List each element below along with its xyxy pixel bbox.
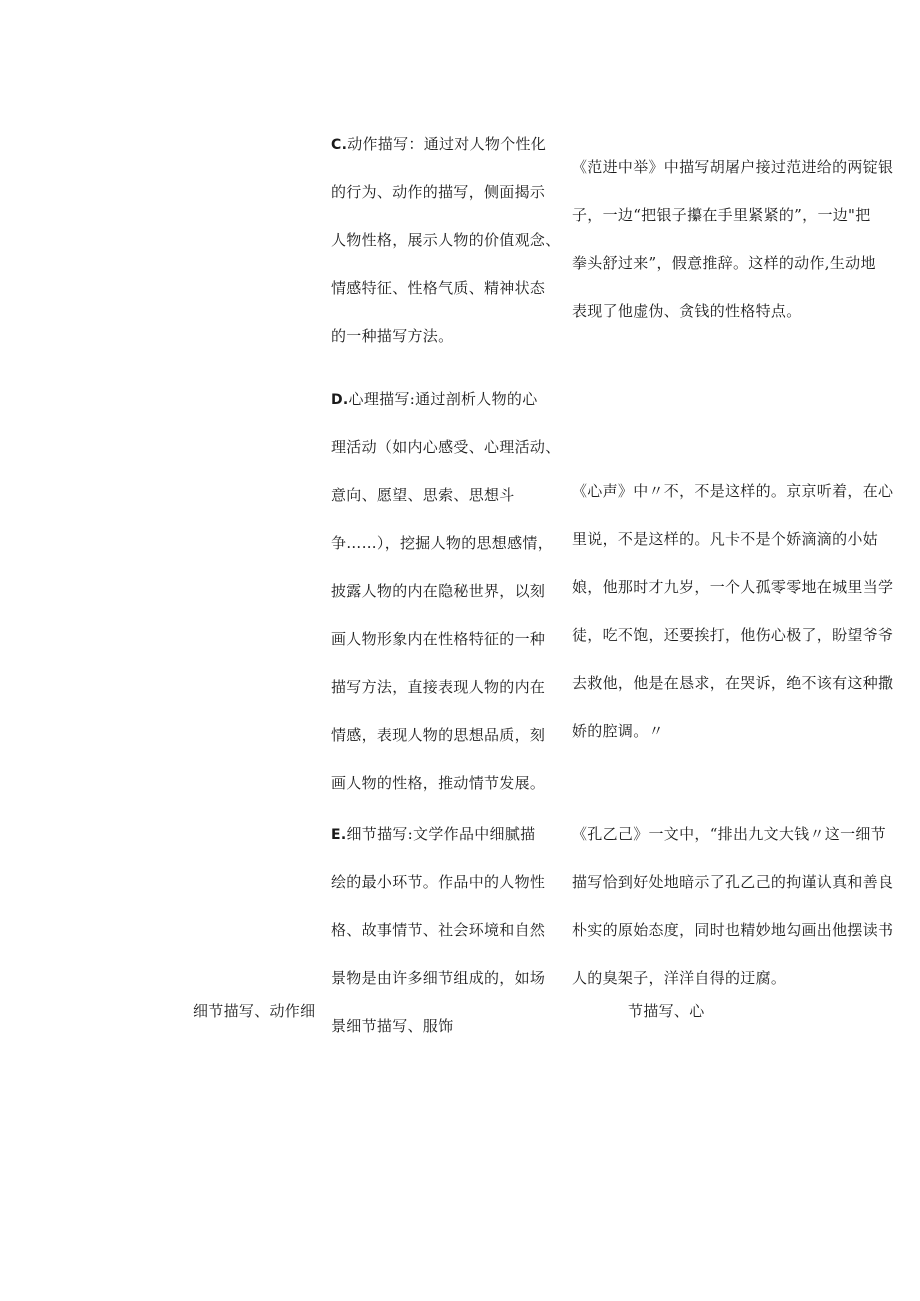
section-d-label: D. <box>331 392 349 408</box>
section-c-example-line-3: 拳头舒过来”，假意推辞。这样的动作,生动地 <box>572 254 876 272</box>
section-e-line-4: 景物是由许多细节组成的，如场 <box>331 969 546 987</box>
section-c-line-3: 人物性格，展示人物的价值观念、 <box>331 231 561 249</box>
section-d-line-8: 情感，表现人物的思想品质，刻 <box>331 726 546 744</box>
section-d-line-7: 描写方法，直接表现人物的内在 <box>331 678 546 696</box>
fragment-left: 细节描写、动作细 <box>193 1002 316 1020</box>
section-d-line-5: 披露人物的内在隐秘世界，以刻 <box>331 582 546 600</box>
section-c-example-line-4: 表现了他虚伪、贪钱的性格特点。 <box>572 302 802 320</box>
section-d-example-line-2: 里说，不是这样的。凡卡不是个娇滴滴的小姑 <box>572 530 879 548</box>
section-e-example-line-3: 朴实的原始态度，同时也精妙地勾画出他摆读书 <box>572 921 894 939</box>
section-e-line-2: 绘的最小环节。作品中的人物性 <box>331 873 546 891</box>
fragment-right: 节描写、心 <box>628 1002 705 1020</box>
section-c-line-1: C.动作描写：通过对人物个性化 <box>331 135 547 153</box>
section-d-line-4: 争……），挖掘人物的思想感情， <box>331 534 554 552</box>
section-e-line-1: E.细节描写:文学作品中细腻描 <box>331 825 536 843</box>
section-c-line-5: 的一种描写方法。 <box>331 327 454 345</box>
section-d-example-line-6: 娇的腔调。〃 <box>572 722 664 740</box>
section-d-line-1: D.心理描写:通过剖析人物的心 <box>331 390 538 408</box>
section-c-line-2: 的行为、动作的描写，侧面揭示 <box>331 183 546 201</box>
section-d-line-2: 理活动（如内心感受、心理活动、 <box>331 438 561 456</box>
section-d-line-3: 意向、愿望、思索、思想斗 <box>331 486 515 504</box>
section-d-example-line-5: 去救他，他是在恳求，在哭诉，绝不该有这种撒 <box>572 674 894 692</box>
section-e-label: E. <box>331 827 347 843</box>
section-e-example-line-1: 《孔乙己》一文中，“排出九文大钱〃这一细节 <box>572 825 886 843</box>
section-c-label: C. <box>331 137 348 153</box>
section-c-line-4: 情感特征、性格气质、精神状态 <box>331 279 546 297</box>
section-c-example-line-2: 子，一边“把银子攥在手里紧紧的”，一边"把 <box>572 206 871 224</box>
section-e-example-line-2: 描写恰到好处地暗示了孔乙己的拘谨认真和善良 <box>572 873 894 891</box>
section-d-example-line-3: 娘，他那时才九岁，一个人孤零零地在城里当学 <box>572 578 894 596</box>
section-e-line-5: 景细节描写、服饰 <box>331 1017 454 1035</box>
section-c-example-line-1: 《范进中举》中描写胡屠户接过范进给的两锭银 <box>572 158 894 176</box>
section-d-line-9: 画人物的性格，推动情节发展。 <box>331 774 546 792</box>
section-d-example-line-4: 徒，吃不饱，还要挨打，他伤心极了，盼望爷爷 <box>572 626 894 644</box>
section-d-example-line-1: 《心声》中〃不，不是这样的。京京听着，在心 <box>572 482 894 500</box>
section-e-line-3: 格、故事情节、社会环境和自然 <box>331 921 546 939</box>
section-d-line-6: 画人物形象内在性格特征的一种 <box>331 630 546 648</box>
section-e-example-line-4: 人的臭架子，洋洋自得的迂腐。 <box>572 969 787 987</box>
